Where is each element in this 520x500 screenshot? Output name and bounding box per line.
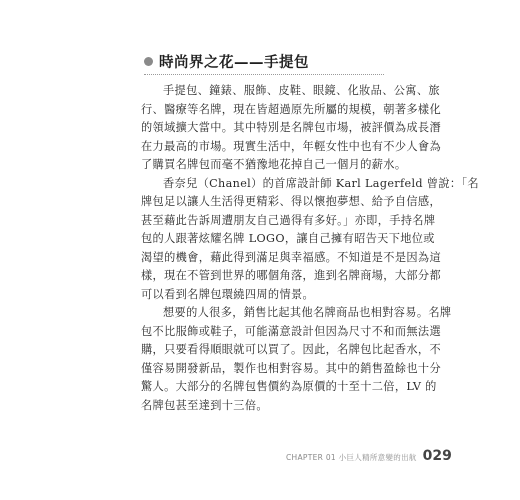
- page-number: 029: [422, 448, 452, 464]
- bullet-icon: [144, 57, 153, 66]
- paragraph-2: [141, 175, 479, 305]
- text-line: 渴望的機會，藉此得到滿足與幸福感。不知道是不是因為這: [141, 250, 441, 264]
- text-line: 包不比服飾或鞋子，可能滿意設計但因為尺寸不和而無法選: [141, 324, 441, 338]
- text-line: 在力最高的市場。現實生活中，年輕女性中也有不少人會為: [141, 139, 441, 153]
- text-line: 手提包、鐘錶、服飾、皮鞋、眼鏡、化妝品、公寓、旅: [163, 84, 440, 97]
- body-text: [141, 82, 479, 415]
- text-line: 包的人跟著炫耀名牌 LOGO，讓自己擁有昭告天下地位或: [141, 232, 435, 245]
- text-line: 甚至藉此告訴周遭朋友自己過得有多好。」亦即，手持名牌: [141, 213, 436, 227]
- text-line: 的領域擴大當中。其中特別是名牌包市場，被評價為成長潛: [141, 121, 441, 134]
- text-line: 行、醫療等名牌，現在皆超過原先所屬的規模，朝著多樣化: [141, 102, 441, 116]
- text-line: 想要的人很多，銷售比起其他名牌商品也相對容易。名牌: [163, 306, 452, 319]
- chapter-label: CHAPTER 01 小巨人精所意變的出航: [286, 453, 417, 462]
- heading-divider: [144, 74, 384, 75]
- paragraph-1: [141, 82, 441, 175]
- text-line: 了購買名牌包而毫不猶豫地花掉自己一個月的薪水。: [141, 158, 407, 171]
- text-line: 牌包足以讓人生活得更精彩、得以懷抱夢想、給予自信感，: [141, 195, 441, 208]
- text-line: 可以看到名牌包環繞四周的情景。: [141, 287, 315, 301]
- paragraph-3: [141, 304, 452, 415]
- text-line: 僅容易開發新品，製作也相對容易。其中的銷售盈餘也十分: [141, 361, 441, 375]
- text-line: 驚人。大部分的名牌包售價約為原價的十至十二倍，LV 的: [141, 380, 437, 393]
- text-line: 名牌包甚至達到十三倍。: [141, 398, 268, 412]
- text-line: 樣，現在不管到世界的哪個角落，進到名牌商場，大部分都: [141, 269, 441, 282]
- section-heading: [144, 50, 309, 72]
- text-line: 購，只要看得順眼就可以買了。因此，名牌包比起香水，不: [141, 343, 441, 356]
- section-title: 時尚界之花——手提包: [159, 54, 309, 71]
- text-line: 香奈兒（Chanel）的首席設計師 Karl Lagerfeld 曾說：「名: [163, 176, 479, 190]
- page-footer: [286, 448, 452, 468]
